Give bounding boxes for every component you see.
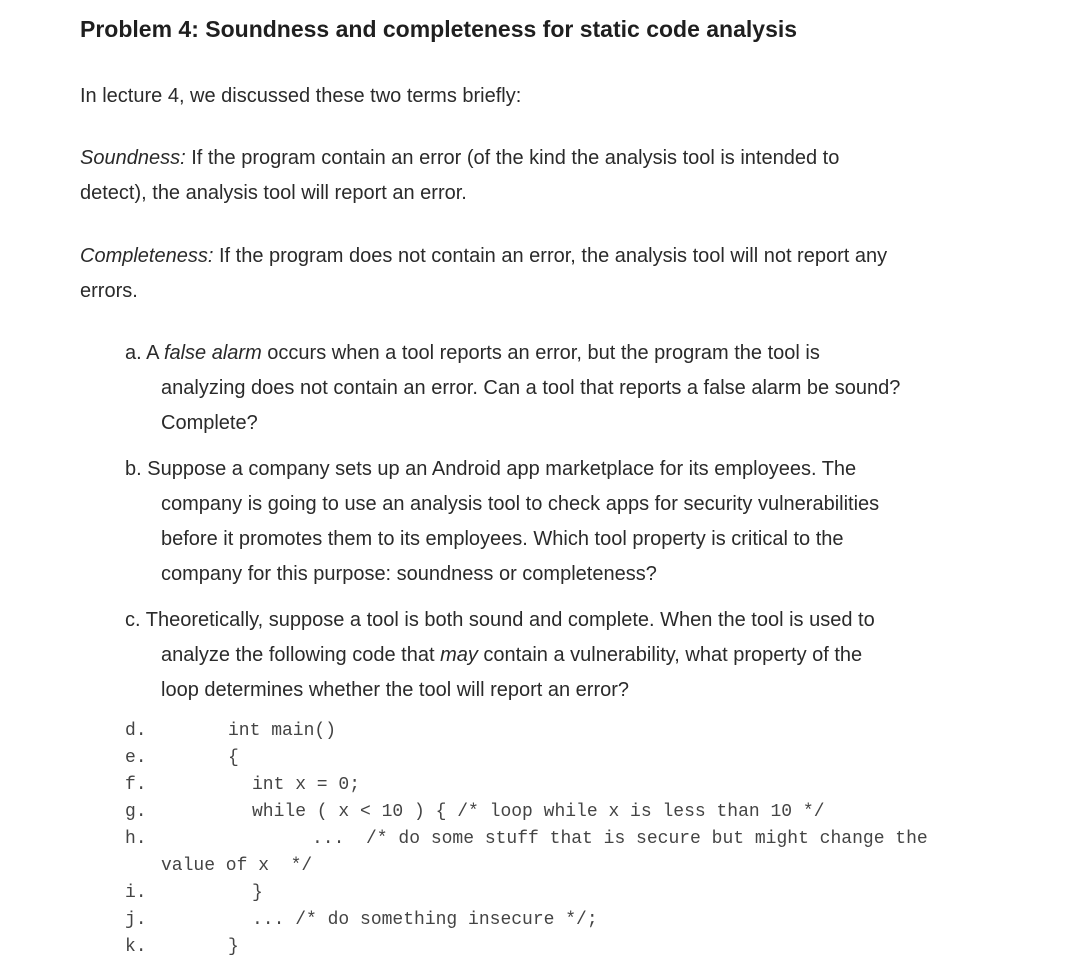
code-label: h.: [125, 829, 147, 849]
code-label: g.: [125, 802, 147, 822]
code-line-h: ... /* do some stuff that is secure but might change the: [312, 829, 928, 849]
question-c-emphasis: may: [440, 644, 478, 666]
code-line-f: int x = 0;: [252, 775, 361, 795]
soundness-text-line1: If the program contain an error (of the kind the analysis tool is intended to: [185, 147, 840, 169]
question-b-line3: before it promotes them to its employees. Which tool property is critical to the: [161, 528, 844, 550]
code-line-g: while ( x < 10 ) { /* loop while x is less than 10 */: [252, 802, 825, 822]
code-label: d.: [125, 721, 147, 741]
code-label: e.: [125, 748, 147, 768]
completeness-term: Completeness:: [80, 245, 214, 267]
question-b-line2: company is going to use an analysis tool to check apps for security vulnerabilities: [161, 493, 880, 515]
question-c-line1: c. Theoretically, suppose a tool is both sound and complete. When the tool is used to: [125, 609, 875, 631]
question-a-prefix: a. A: [125, 342, 164, 364]
code-label: i.: [125, 883, 147, 903]
code-line-h-cont: value of x */: [161, 856, 313, 876]
code-line-j: ... /* do something insecure */;: [252, 910, 598, 930]
code-line-e: {: [228, 748, 239, 768]
question-a-line3: Complete?: [161, 412, 258, 434]
question-b-line4: company for this purpose: soundness or completeness?: [161, 563, 657, 585]
question-c: [125, 603, 1005, 708]
question-a-emphasis: false alarm: [163, 342, 262, 364]
question-c-line3: loop determines whether the tool will report an error?: [161, 679, 630, 701]
question-b: [125, 452, 1005, 592]
code-line-i: }: [252, 883, 263, 903]
code-line-d: int main(): [228, 721, 337, 741]
page-title: Problem 4: Soundness and completeness for static code analysis: [80, 16, 798, 42]
question-c-line2b: contain a vulnerability, what property of the: [477, 644, 863, 666]
soundness-text-line2: detect), the analysis tool will report an error.: [80, 182, 467, 204]
soundness-term: Soundness:: [80, 147, 186, 169]
soundness-definition: [80, 141, 1000, 211]
code-label: j.: [125, 910, 147, 930]
question-b-line1: b. Suppose a company sets up an Android app marketplace for its employees. The: [125, 458, 857, 480]
completeness-definition: [80, 239, 1000, 309]
question-a-text: occurs when a tool reports an error, but the program the tool is: [261, 342, 820, 364]
completeness-text-line2: errors.: [80, 280, 138, 302]
intro-paragraph: In lecture 4, we discussed these two terms briefly:: [80, 85, 522, 107]
question-a-line2: analyzing does not contain an error. Can a tool that reports a false alarm be sound?: [161, 377, 901, 399]
code-label: f.: [125, 775, 147, 795]
question-a: [125, 336, 1005, 441]
code-line-k: }: [228, 937, 239, 957]
completeness-text-line1: If the program does not contain an error, the analysis tool will not report any: [213, 245, 888, 267]
question-c-line2a: analyze the following code that: [161, 644, 441, 666]
code-label: k.: [125, 937, 147, 957]
